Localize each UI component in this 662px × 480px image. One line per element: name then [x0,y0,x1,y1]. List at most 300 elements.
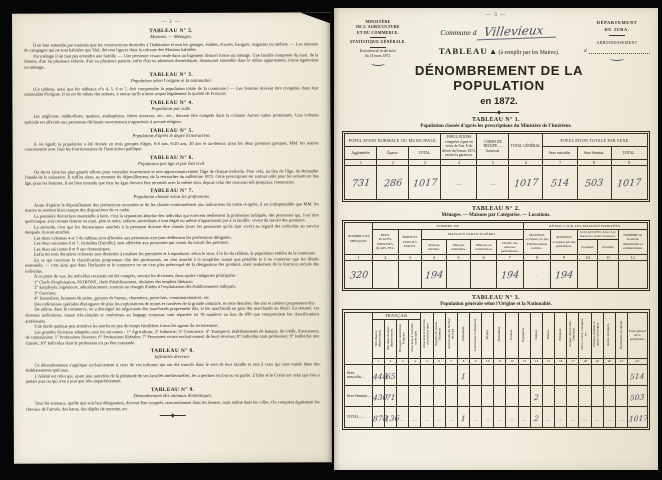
column-number: 12 [618,254,647,260]
handwritten-value: 731 [351,177,371,190]
table3-value-cell [579,364,591,385]
nationality-column-label: Polonais. [557,328,562,341]
table3-value-cell [615,385,627,406]
handwritten-value: — [521,416,527,422]
table3-value-cell [372,364,389,385]
row-label: TOTAL...... [345,406,372,427]
handwritten-value: — [558,416,563,422]
table3-frame [342,309,650,430]
handwritten-value: · [474,395,477,401]
table3-value-cell [482,364,494,385]
table1-value-cell [577,165,611,199]
col-nombre-menages: NOMBRE DES MÉNAGES. [345,223,373,255]
column-number: 8 [457,358,469,364]
nationality-column-label: Belges. [484,329,489,340]
handwritten-value: · [547,395,550,401]
table3-value-cell [542,406,554,427]
handwritten-value: · [482,275,485,281]
instruction-paragraph: Les deux colonnes 4 et 5 du tableau sont affectées aux personnes exerçant réellement les professions désignées. [33,234,232,241]
table2-subtitle: Ménages. — Maisons par Catégories. — Locations. [441,212,551,218]
col-maisons-construction: Maisons en construction. [471,240,497,255]
column-number: 1 [372,358,384,364]
col-locations-industrielles: NOMBRE de locations industrielles et commerciales. [618,229,647,254]
nationality-column-label: Chinois, Indiens et autres Asiatiques. [592,321,601,348]
table3-subtitle: Population générale selon l'Origine et la Nationalité. [440,302,552,308]
handwritten-value: 1017 [513,177,539,190]
col-locations-occupees: occupées. [577,240,597,255]
table3-value-cell [457,385,469,406]
instruction-paragraph: 1° Chefs d'exploitation, PATRONS, chefs d'établissement, titulaires des emplois libéraux; [34,278,194,285]
section-title: TABLEAU N° 6. [149,155,194,162]
section-title: TABLEAU N° 2. [149,28,193,35]
handwritten-value: · [457,275,460,281]
table2-value-cell [618,260,647,288]
main-title: DÉNOMBREMENT DE LA POPULATION [414,63,584,93]
table3-value-cell [433,364,445,385]
divider [370,37,386,38]
handwritten-value: · [409,275,411,281]
instruction-paragraph: On devra faire les plus grands efforts pour connaître exactement et non approximativement l'âge de chaque individu. Pour cela, au lieu de l'âge, de demander l'année de la naissance. Il suffira alors, au moment du dépouillement, de la retrancher du millésime 1872. Cette prescription est surtout utile pour les enfants en bas âge, pour les femmes. Il est bien entendu que tous les âges doivent être recensés avec le même soin, depuis celui des nouveau-nés jusqu'aux centenaires. [24,167,319,186]
column-number: 5 [421,358,433,364]
section-title: TABLEAU N° 8. [150,348,195,355]
column-number: 3 [398,254,422,260]
handwritten-value: 1 [460,371,467,381]
column-number: 18 [579,358,591,364]
instruction-paragraph: Les deux suivantes 8 et 9 aux domestiques. [34,246,111,252]
handwritten-value: · [620,374,623,380]
nationality-column-header [555,312,567,358]
handwritten-value: — [490,183,496,189]
handwritten-value: 194 [424,269,444,282]
table3-value-cell [506,385,518,406]
handwritten-value: — [436,416,442,422]
col-maisons-habitees: Maisons habitées. [422,240,447,255]
commune-label: Commune d [440,28,477,37]
right-page-number: — 3 — [486,13,506,18]
flourish [371,61,385,66]
handwritten-value: 194 [500,269,520,282]
table3-value-cell [384,385,396,406]
form-designation [414,46,584,56]
handwritten-value: — [594,416,600,422]
instruction-paragraph: 2° Employés, ingénieurs, administrateurs, commis ou chargés d'aides à l'exploitation des établissements indiqués; [34,284,236,291]
column-number: 1 [345,254,373,260]
group-population-normale: POPULATION NORMALE OU MUNICIPALE. [345,134,441,147]
nationality-column-label: Autrichiens et Hongrois. [472,317,477,351]
triangle-marker-icon: ▲ [489,47,498,56]
column-number: 4 [409,358,421,364]
col-total: TOTAL. [409,147,441,159]
table3-value-cell [384,364,396,385]
col-maisons-particuliers: MAISONS occupées par des particuliers. [551,229,578,254]
end-ornament [160,415,186,416]
nationality-column-label: Nés dans le département. [373,328,382,347]
nationality-column-header [445,312,457,358]
handwritten-value: 514 [629,371,645,381]
nationality-column-label: Espagnols. [521,326,526,342]
tableau-suffix: (à remplir par les Maires). [498,50,560,56]
group-details-maisons-habitees: DÉTAILS SUR LES MAISONS HABITÉES. [523,223,647,229]
table2-value-cell [551,260,578,288]
section-title: TABLEAU N° 9. [150,386,195,394]
handwritten-value: 878 [372,413,389,423]
column-number: 22 [628,358,648,364]
section-subtitle: Population d'après le degré d'instruction. [132,134,211,140]
form-header [342,20,650,113]
table3-value-cell [494,406,506,427]
column-number: 5 [477,159,509,165]
handwritten-value: — [485,416,490,422]
nationality-column-header [482,312,494,358]
handwritten-value: — [619,416,624,422]
handwritten-value: · [608,374,611,380]
table3-value-cell [555,385,567,406]
table2-value-cell [446,260,471,288]
handwritten-value: · [438,395,440,401]
table1-value-cell [611,165,647,199]
column-number: 2 [373,254,399,260]
row-label: Sexe féminin.... [345,385,372,406]
table3-row [345,364,647,385]
nationality-column-label: Alsaciens et Lorrains n'ayant pas opté. [422,319,430,349]
handwritten-value: · [536,275,538,281]
table3-value-cell [470,364,482,385]
handwritten-value: — [456,183,462,189]
table3-value-cell [372,385,389,406]
row-label: Sexe masculin.... [345,364,372,385]
instruction-paragraph: En ce qui concerne la classification proprement dite des professions, on s'est attaché à la simplifier autant que possible et à ne conserver que les détails essentiels; — c'est ainsi que dans l'Industrie et le commerce on ne s'est plus préoccupé de la désignation des produits, mais seulement de la fonction sociale des individus. [25,256,320,274]
handwritten-value: · [401,374,404,380]
handwritten-value: — [570,416,576,422]
nationality-column-header [457,312,469,358]
column-number: 10 [577,254,597,260]
table3-value-cell [409,385,421,406]
handwritten-value: · [572,395,574,401]
handwritten-value: 514 [550,177,570,190]
table3-value-cell [470,385,482,406]
table2-value-cell [577,260,597,288]
table2-frame [342,220,650,291]
nationality-column-label: Étrangers naturalisés Français. [397,323,406,352]
instruction-paragraph: La première distinction essentielle à faire, c'est la séparation absolue des individus qui exercent réellement la profession indiquée, des personnes qui, à un titre quelconque, soit comme femme ou mari, père et mère, enfants, ascendants à tout degré ou même n'appartenant pas à la famille, vivent du travail des premiers. [24,212,319,224]
handwritten-value: · [572,374,574,380]
table1-value-cell [409,165,441,199]
ministry-block [342,20,414,66]
table3-title: TABLEAU N° 3. [472,295,520,302]
nationality-column-label: Suisses. [533,328,538,340]
department-block [584,20,650,61]
handwritten-value: — [582,416,588,422]
table3-value-cell [397,385,409,406]
table3-value-cell [603,385,615,406]
handwritten-value: · [596,374,598,380]
col-locations-vacantes: vacantes. [598,240,618,255]
instruction-paragraph: À ce point de vue, les individus recensés ont été compris, suivant les divisions, dans quatre catégories principales : [34,273,238,279]
col-total-general: TOTAL GÉNÉRAL. [509,134,543,159]
tableau-word: TABLEAU [438,46,488,56]
column-number: 8 [523,254,551,260]
table3-value-cell [567,385,579,406]
table1-title: TABLEAU N° 1. [472,117,520,123]
table2-value-cell [373,260,399,288]
column-number: 9 [611,159,647,165]
instruction-sections [24,28,320,412]
col-corps-de-troupe: CORPS DE TROUPE. — Garnison. [477,134,509,159]
table3-value-cell [421,364,433,385]
nationality-column-header [530,312,542,358]
nationality-column-header [591,312,603,358]
group-francais: FRANÇAIS [372,312,421,319]
table3-value-cell [530,406,542,427]
nationality-column-label: Américains du Nord et du Sud. [446,318,455,350]
instruction-paragraph: Ce dénombrement s'applique exclusivement à ceux de ces infirmes qui ont été trouvés dans le sein de leur famille et non à ceux qui sont traités dans des établissements spéciaux. [25,361,320,373]
column-number: 13 [518,358,530,364]
handwritten-value: 65 [385,371,396,381]
table3-value-cell [433,385,445,406]
instruction-paragraph: 4° Journaliers, hommes de peine, garçons de bureau, charretiers, porte-faix, commissionnaires, etc. [34,295,211,302]
table3-value-cell [628,406,648,427]
left-page-number: — 2 — [161,19,182,26]
ministry-line: MINISTÈRE [365,20,391,24]
section-subtitle: Maisons. — Ménages. [150,34,192,41]
table3-value-cell [567,406,579,427]
table3-value-cell [542,385,554,406]
table3-value-cell [457,364,469,385]
table3-value-cell [445,385,457,406]
column-number: 7 [543,159,577,165]
handwritten-value: — [607,416,612,422]
column-number: 9 [551,254,578,260]
handwritten-value: · [631,275,634,281]
section-subtitle: Infirmités diverses. [154,354,191,361]
column-number: 17 [567,358,579,364]
table1-value-cell [441,165,477,199]
column-number: 20 [603,358,615,364]
table3-value-cell [530,385,542,406]
group-nombre-de: NOMBRE DE [373,223,524,229]
table3-value-cell [555,406,567,427]
table1-frame [342,131,650,202]
table2-title: TABLEAU N° 2. [472,205,520,212]
table3-value-cell [603,406,615,427]
table3-value-cell [384,406,401,427]
column-number: 3 [409,159,441,165]
handwritten-value: · [559,374,562,380]
handwritten-value: — [546,416,551,422]
nationality-column-header [542,312,554,358]
nationality-column-label: Hollandais. [497,326,502,343]
table1-value-cell [543,165,577,199]
handwritten-value: · [559,395,562,401]
handwritten-value: — [497,416,503,422]
handwritten-value: · [596,395,598,401]
handwritten-value: · [474,374,477,380]
instruction-paragraph: Une étude quelque peu attentive les rendra en peu de temps familières à tous les agents du recensement. [34,322,219,329]
instruction-paragraph: La seconde, c'est que les domestiques attachés à la personne doivent être classés (avec les personnes qu'ils font vivre) au regard des individus au service desquels ils sont attachés. [24,223,319,235]
left-page [12,12,332,463]
handwritten-value: · [499,374,501,380]
department-name: DU JURA. [604,26,630,32]
arrondissement-field [584,48,650,54]
column-number: 10 [482,358,494,364]
handwritten-value: · [401,395,404,401]
table3-value-cell [409,406,421,427]
table3-value-cell [494,364,506,385]
table1 [344,133,647,199]
handwritten-value: — [400,416,405,422]
table2-value-cell [523,260,551,288]
col-comptees-a-part: POPULATIONS comptées à part en vertu de l'art. 6 du décret du 6 mars 1872, moins la garnison. [442,134,476,158]
table1-value-cell [477,165,509,199]
table1-value-cell [345,165,377,199]
handwritten-value: · [608,395,611,401]
column-number: 2 [384,358,396,364]
table3-value-cell [409,364,421,385]
instruction-paragraph: Des indications spéciales distinguent de plus les exploitations de mines et carrières de la grande industrie, et cette dernière, des arts et métiers proprement dits. [34,300,316,307]
table3-value-cell [445,364,457,385]
table2-value-cell [398,260,422,288]
handwritten-value: 2 [533,413,540,423]
nationality-column-label: Russes. [545,329,550,340]
handwritten-value: 286 [383,177,403,190]
nationality-column-header [470,312,482,358]
column-number: 15 [542,358,554,364]
table3-row [345,385,647,406]
table2-value-cell [598,260,618,288]
handwritten-value: · [535,374,538,380]
table3-value-cell [445,406,457,427]
column-number: 11 [494,358,506,364]
table3-value-cell [542,364,554,385]
handwritten-value: 1017 [616,177,642,190]
handwritten-value: · [499,395,501,401]
section-subtitle: Population selon l'origine et la nationalité. [130,78,212,85]
section-subtitle: Population par culte. [151,106,192,112]
handwritten-value: · [511,374,513,380]
column-number: 16 [555,358,567,364]
nationality-column-label: Arabes, Marocains, Tunisiens. [568,321,576,348]
handwritten-value: — [449,416,454,422]
nationality-column-label: Italiens. [509,328,514,340]
instruction-paragraph: Enfin les trois dernières colonnes sont destinées à totaliser les premières et à reproduire, selon le sexe, à la fin du tableau, la population entière de la commune. [34,250,317,257]
col-eparse: Éparse. [377,147,409,159]
column-number: 4 [422,254,447,260]
decision-line: Exécution de la décision [359,49,397,54]
table1-value-cell [377,165,409,199]
handwritten-value: · [607,275,609,281]
table2-value-cell [345,260,373,288]
table3-row [345,406,647,427]
nationality-column-label: Anglais, Écossais, Irlandais. [434,321,443,347]
year-subtitle: en 1872. [480,96,518,107]
table3-value-cell [482,406,494,427]
col-rues-places: RUES, PLACES, IMPASSES, QUAIS, ETC. [373,229,399,254]
handwritten-value: — [412,416,418,422]
table3-value-cell [579,406,591,427]
column-number: 3 [397,358,409,364]
table3-value-cell [421,385,433,406]
section-title: TABLEAU N° 3. [149,72,194,79]
section-title: TABLEAU N° 7. [149,188,194,195]
table3-value-cell [567,364,579,385]
instruction-paragraph: Les deux suivantes 6 et 7, intitulées [Famille], sont affectées aux personnes qui vivent du travail des premiers. [34,240,230,246]
group-population-par-sexe: POPULATION TOTALE PAR SEXE. [543,134,647,147]
handwritten-value: 503 [629,392,645,402]
nationality-column-header [384,319,396,358]
handwritten-value: · [547,374,550,380]
table3-value-cell [421,406,433,427]
right-page [334,8,658,470]
instruction-paragraph: (Ce tableau, ainsi que les tableaux n°s 4, 5, 6 et 7, doit comprendre la population totale de la commune.) — Les femmes doivent être comptées dans leur nationalité d'origine. Il en est de même des enfants, à moins qu'ils n'aient acquis légalement la qualité de Français. [24,85,319,97]
table3-value-cell [628,385,648,406]
instruction-paragraph: Les grandes divisions adoptées sont les suivantes : 1° Agriculture; 2° Industrie; 3° Commerce; 4° Transports, établissements de banque, de crédit, d'assurance, de commission; 5° Professions diverses; 6° Professions libérales; 7° Personnes vivant exclusivement de leurs revenus; 8° Individus sans profession; 9° Individus non classés; 10° Individus dont la profession n'a pu être constatée. [25,327,320,346]
table3 [344,312,647,428]
handwritten-value: · [384,275,387,281]
column-number: 21 [615,358,627,364]
column-number: 6 [509,159,543,165]
handwritten-value: 448 [372,371,389,381]
handwritten-value: 1 [460,413,467,423]
ministry-line: ET DU COMMERCE. [356,30,400,35]
col-total-particulieres: TOTAL des maisons particulières. [496,240,523,255]
table2-value-cell [496,260,523,288]
section-subtitle: Population par âge et par état civil. [138,161,206,168]
table3-value-cell [506,364,518,385]
table3-value-cell [615,364,627,385]
instruction-paragraph: Par ménage il ne faut pas entendre une famille. — Une personne vivant seule dans un logement distinct forme un ménage. Une famille composée du mari, de la femme, d'un ou plusieurs enfants, d'un ou plusieurs parents, enfin d'un ou plusieurs domestiques, demeurant ensemble dans le même appartement, forme également un ménage. [24,51,319,70]
nationality-column-header [603,312,615,358]
section-title: TABLEAU N° 4. [149,99,194,107]
handwritten-value: · [511,395,513,401]
handwritten-value: · [426,374,428,380]
table3-value-cell [591,385,603,406]
handwritten-value: 503 [584,177,604,190]
commune-field [414,24,584,39]
section-title: TABLEAU N° 5. [149,127,194,134]
nationality-column-header [579,312,591,358]
handwritten-value: · [414,374,416,380]
commune-handwritten-value: Villevieux [477,23,559,41]
nationality-column-label: Allemands. [460,326,465,343]
column-number: 4 [441,159,477,165]
table2 [344,222,647,289]
table3-value-cell [397,364,409,385]
table2-value-cell [422,260,447,288]
table1-subtitle: Population classée d'après les prescriptions du Ministère de l'Intérieur. [420,124,572,129]
nationality-column-label: Nés dans d'autres départements. [385,325,394,350]
department-label: DÉPARTEMENT [596,20,638,25]
handwritten-value: — [509,416,515,422]
table3-value-cell [470,406,482,427]
handwritten-value: · [584,374,586,380]
flourish [610,56,624,61]
handwritten-value: · [584,395,586,401]
table3-value-cell [615,406,627,427]
handwritten-value: 136 [384,413,401,423]
instruction-paragraph: À cet égard, la population a été divisée en trois groupes d'âges, 0-6 ans, 6-20 ans, 20 ans et au-dessus; pour les deux premiers groupes, MM. les maires concerteront avec fruit les fonctionnaires de l'instruction publique. [24,140,319,153]
col-maisons-inhabitees: Maisons inhabitées. [446,240,471,255]
instruction-paragraph: Il ne faut entendre par maisons que les constructions destinées à l'habitation et non les granges, étables, écuries, hangars, magasins ou ateliers. — Les maisons de campagne qui ne sont habitées que l'été, doivent figurer dans la colonne des Maisons habitées. [24,40,319,53]
instruction-paragraph: De même, dans le commerce, on a distingué les négociants des marchands proprement dits, et les marchands en gros des marchands au détail. En résumé, ces diverses indications, toutes très-simples et conformes au langage commun, sont réparties en 78 numéros au lieu de 690 que comportaient les classifications antérieures. [25,305,320,324]
nationality-column-label: Alsaciens et Lorrains ayant opté. [410,323,418,353]
nationality-column-label: Turcs, Grecs, Valaques, etc. [580,318,588,351]
handwritten-value: · [487,395,489,401]
table2-value-cell [471,260,497,288]
arrondissement-prefix: d [584,48,587,54]
column-number: 1 [345,159,377,165]
column-number: 5 [446,254,471,260]
table3-value-cell [494,385,506,406]
